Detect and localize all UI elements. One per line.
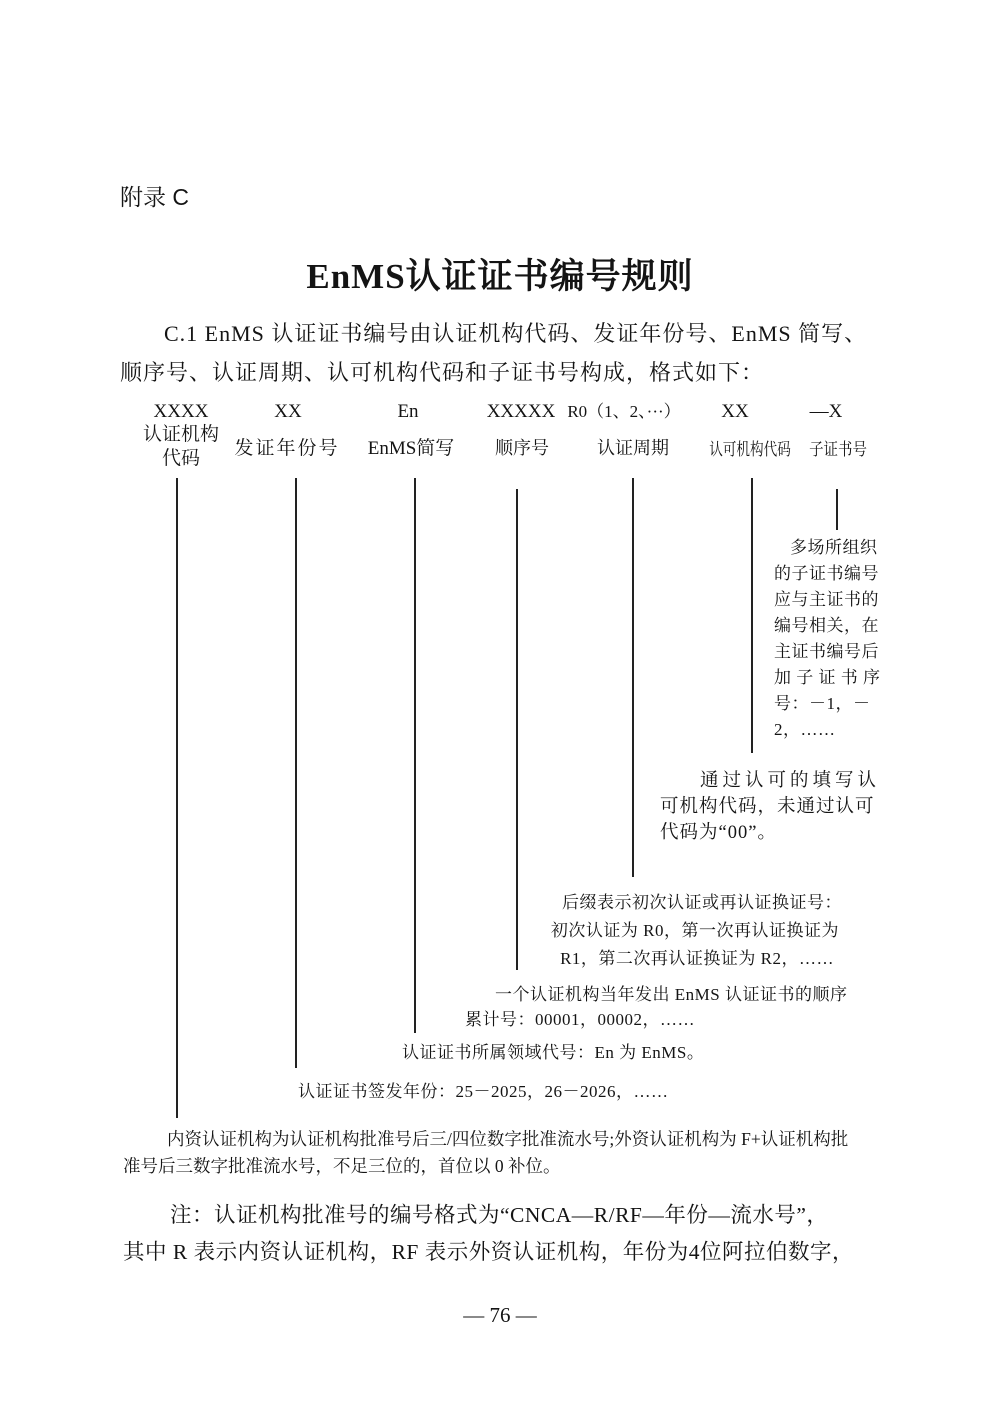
annotation-accred-line: 可机构代码，未通过认可 (660, 797, 875, 817)
annotation-body-code-line: 准号后三数字批准流水号，不足三位的，首位以 0 补位。 (123, 1156, 561, 1176)
connector-line-subcert (836, 489, 838, 530)
column-code-sequence: XXXXX (486, 401, 556, 422)
connector-line-accred (751, 478, 753, 753)
column-code-subcert: —X (809, 401, 843, 422)
column-code-body: XXXX (153, 401, 209, 422)
annotation-body-code-line: 内资认证机构为认证机构批准号后三/四位数字批准流水号;外资认证机构为 F+认证机构批 (167, 1129, 849, 1149)
intro-line-2: 顺序号、认证周期、认可机构代码和子证书号构成，格式如下： (120, 360, 765, 385)
annotation-subcert-line: 2，…… (774, 720, 836, 739)
column-label-subcert: 子证书号 (809, 440, 867, 459)
column-code-accred: XX (721, 401, 749, 422)
column-code-year: XX (274, 401, 302, 422)
annotation-field-line: 认证证书所属领域代号：En 为 EnMS。 (402, 1043, 705, 1062)
annotation-subcert-line: 的子证书编号 (774, 564, 879, 583)
connector-line-body (176, 478, 178, 1118)
annotation-subcert-line: 加 子 证 书 序 (774, 668, 881, 687)
column-label-year: 发证年份号 (234, 438, 340, 459)
annotation-cycle-line: 后缀表示初次认证或再认证换证号： (562, 893, 842, 912)
page-title: EnMS认证证书编号规则 (306, 257, 694, 296)
annotation-sequence-line: 累计号：00001，00002，…… (465, 1010, 695, 1029)
intro-line-1: C.1 EnMS 认证证书编号由认证机构代码、发证年份号、EnMS 简写、 (164, 321, 868, 346)
appendix-label: 附录 C (120, 184, 189, 210)
column-code-field: En (397, 401, 419, 422)
note-line-1: 注：认证机构批准号的编号格式为“CNCA—R/RF—年份—流水号”， (170, 1203, 829, 1227)
column-label-cycle: 认证周期 (597, 438, 669, 458)
annotation-subcert-line: 主证书编号后 (774, 642, 879, 661)
annotation-sequence-line: 一个认证机构当年发出 EnMS 认证证书的顺序 (495, 985, 848, 1004)
annotation-subcert-line: 应与主证书的 (774, 590, 879, 609)
annotation-accred-line: 代码为“00”。 (660, 823, 777, 843)
connector-line-sequence (516, 489, 518, 970)
annotation-cycle-line: R1，第二次再认证换证为 R2，…… (560, 949, 834, 968)
annotation-accred-line: 通过认可的填写认 (700, 771, 881, 791)
connector-line-cycle (632, 478, 634, 877)
note-line-2: 其中 R 表示内资认证机构，RF 表示外资认证机构，年份为4位阿拉伯数字， (123, 1240, 855, 1264)
column-label-body-2: 代码 (161, 448, 201, 469)
column-code-cycle: R0（1、2、···） (567, 402, 681, 421)
annotation-cycle-line: 初次认证为 R0，第一次再认证换证为 (550, 921, 839, 940)
column-label-sequence: 顺序号 (495, 438, 549, 458)
annotation-subcert-line: 编号相关，在 (774, 616, 879, 635)
column-label-accred: 认可机构代码 (709, 440, 791, 459)
annotation-subcert-line: 多场所组织 (790, 538, 878, 557)
connector-line-year (295, 478, 297, 1068)
annotation-subcert-line: 号：－1，－ (774, 694, 871, 713)
page-number: — 76 — (463, 1303, 537, 1327)
column-label-field: EnMS简写 (367, 438, 455, 459)
annotation-year-line: 认证证书签发年份：25－2025，26－2026，…… (298, 1082, 669, 1101)
column-label-body-1: 认证机构 (142, 424, 220, 445)
connector-line-field (414, 478, 416, 1033)
